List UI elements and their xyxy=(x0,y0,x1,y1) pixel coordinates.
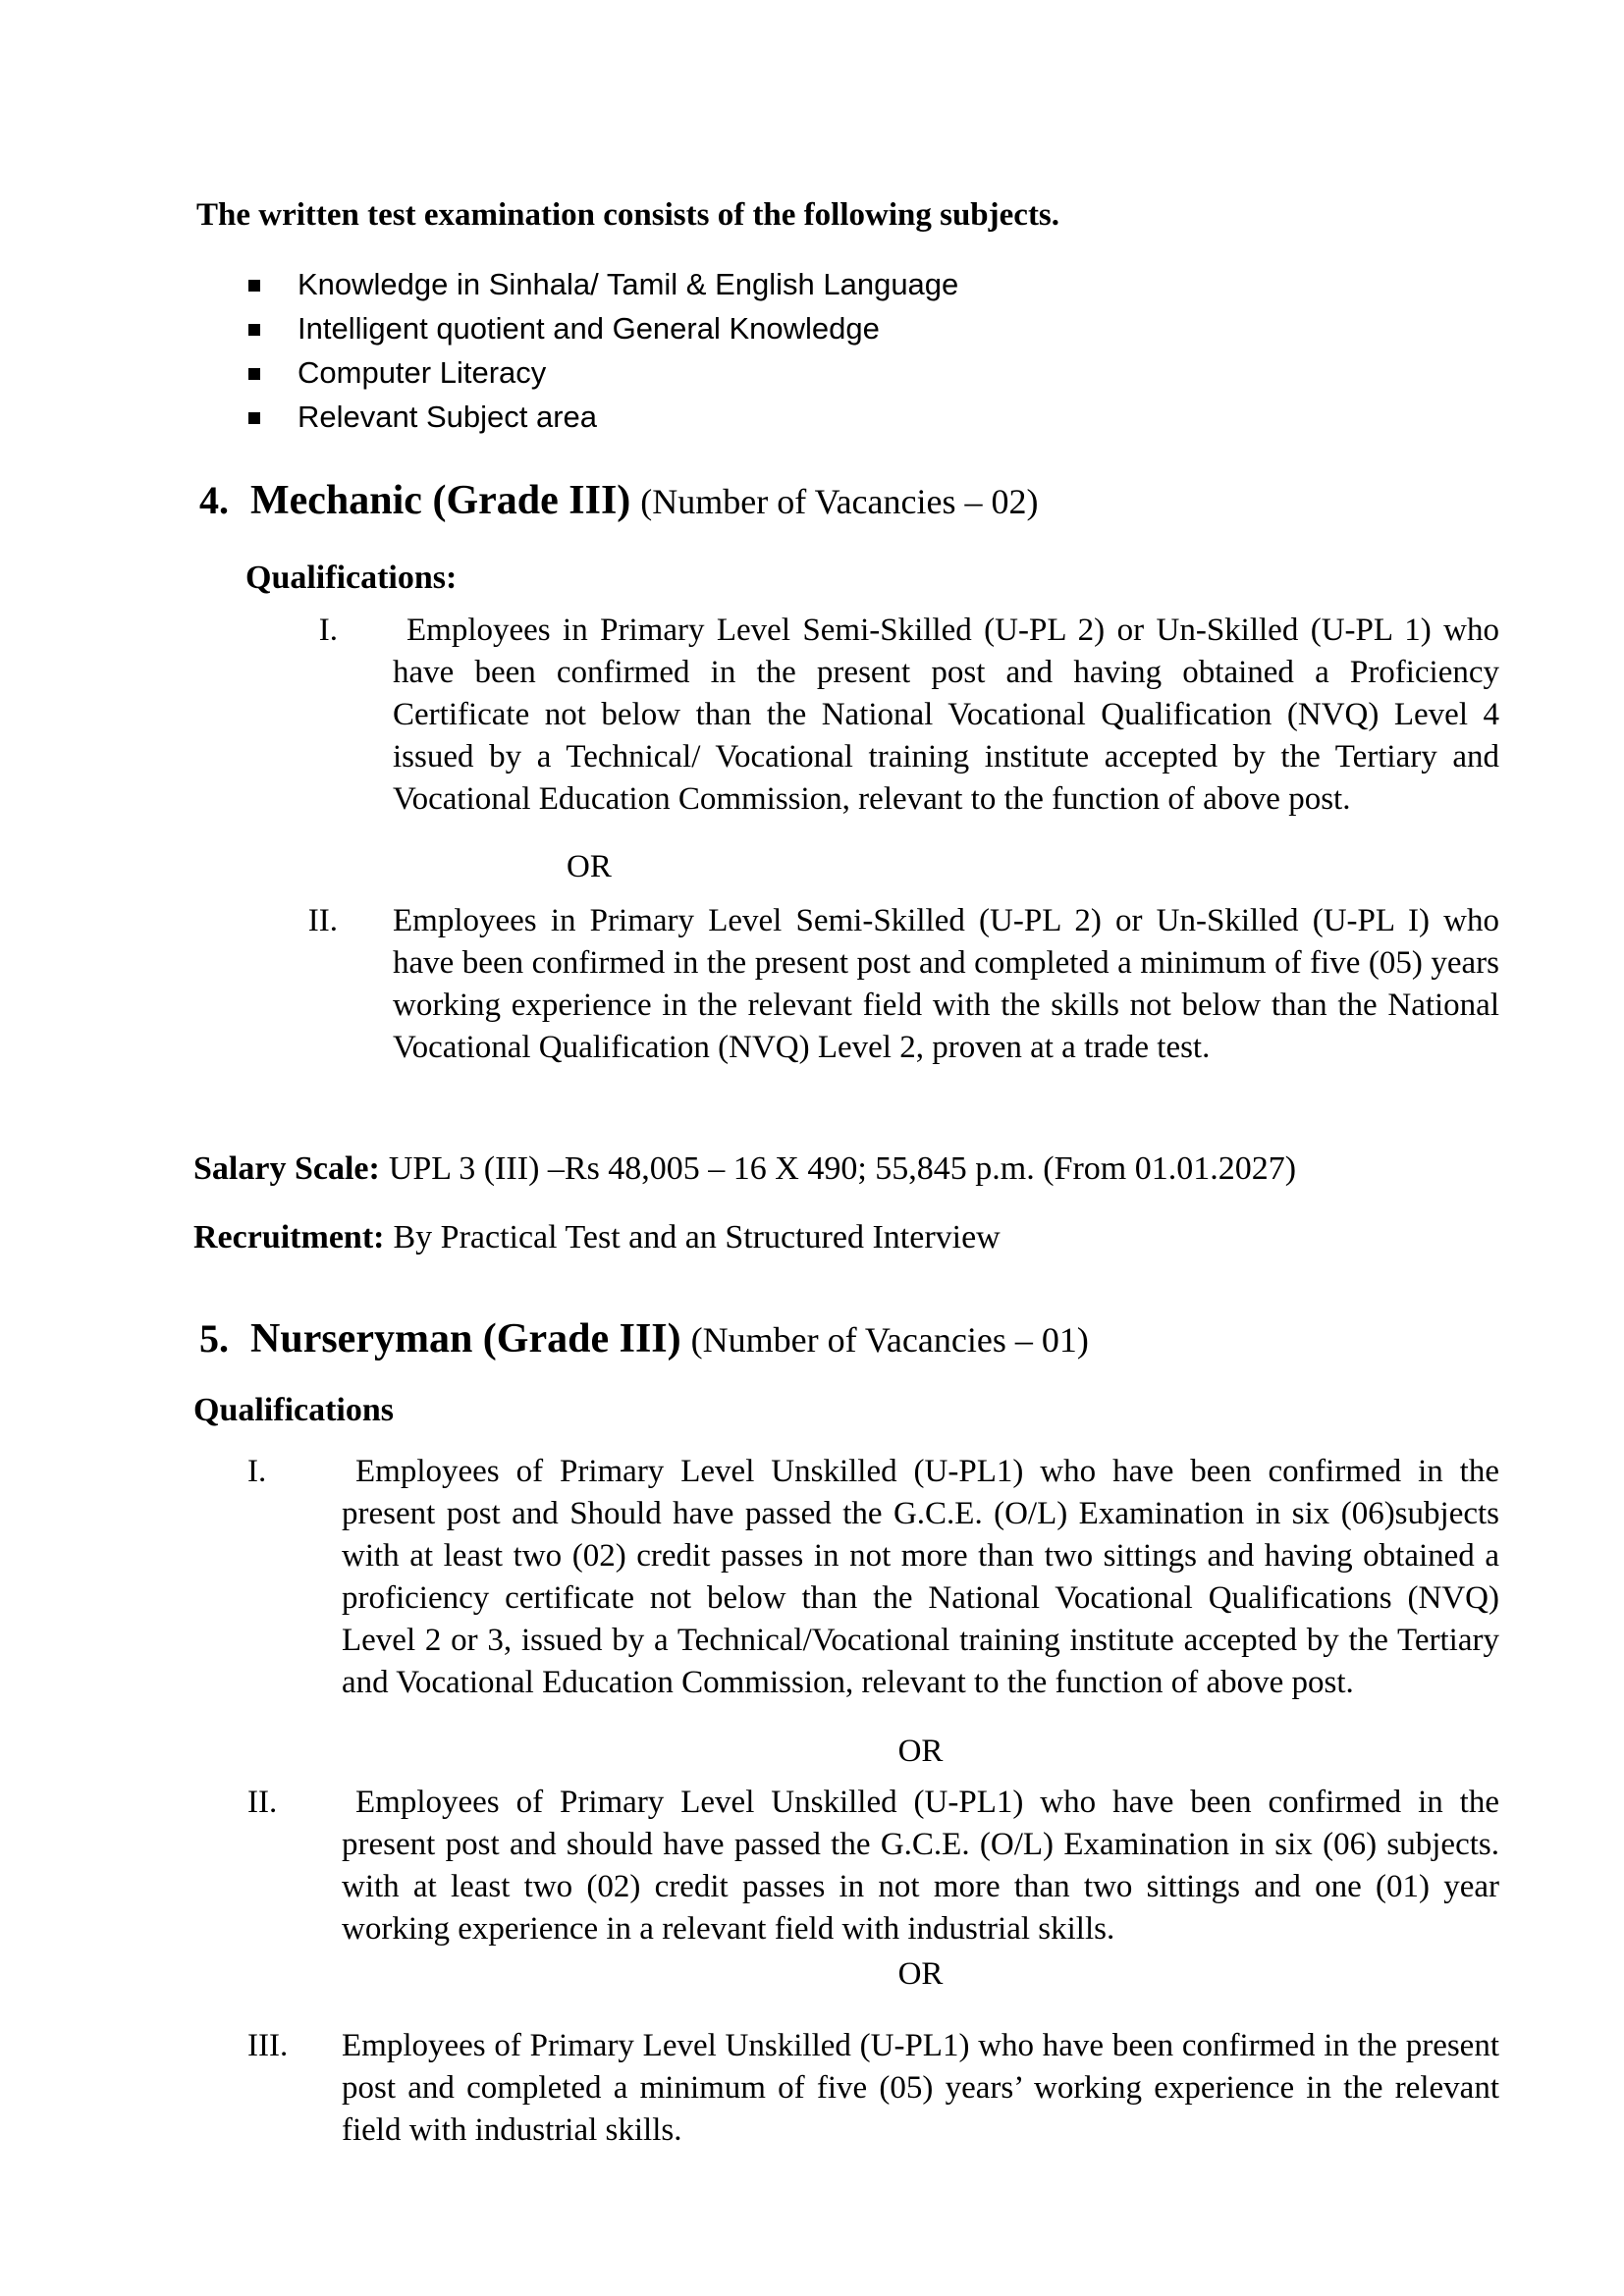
salary-scale-value: UPL 3 (III) –Rs 48,005 – 16 X 490; 55,845 p.m. (From 01.01.2027) xyxy=(388,1150,1297,1187)
or-separator: OR xyxy=(897,1734,944,1769)
vacancies-note: (Number of Vacancies – 02) xyxy=(640,482,1039,521)
qualification-item xyxy=(247,1451,1499,1704)
item-text: Employees of Primary Level Unskilled (U-PL1) who have been confirmed in the present post and should have passed the G.C.E. (O/L) Examination in six (06) subjects. with at least two (02) credit passes in not more than two sittings and one (01) year working experience in a relevant field with industrial skills. xyxy=(342,1785,1499,1947)
recruitment-value: By Practical Test and an Structured Interview xyxy=(393,1219,1001,1255)
item-numeral: I. xyxy=(318,613,338,648)
section-title: Nurseryman (Grade III) xyxy=(250,1316,681,1362)
square-bullet-icon xyxy=(248,324,260,336)
item-numeral: II. xyxy=(307,903,338,938)
qualification-item xyxy=(298,610,1499,821)
item-text: Employees of Primary Level Unskilled (U-PL1) who have been confirmed in the present post and completed a minimum of five (05) years’ working experience in the relevant field with industrial skills. xyxy=(342,2028,1499,2148)
square-bullet-icon xyxy=(248,412,260,424)
item-numeral: I. xyxy=(247,1454,267,1489)
or-separator: OR xyxy=(567,849,612,884)
qualification-item xyxy=(247,2025,1499,2152)
written-test-heading: The written test examination consists of the following subjects. xyxy=(196,197,1060,233)
item-text: Employees of Primary Level Unskilled (U-PL1) who have been confirmed in the present post and Should have passed the G.C.E. (O/L) Examination in six (06)subjects with at least two (02) credit passes in not more than two sittings and having obtained a proficiency certificate not below than the National Vocational Qualifications (NVQ) Level 2 or 3, issued by a Technical/Vocational training institute accepted by the Tertiary and Vocational Education Commission, relevant to the function of above post. xyxy=(342,1454,1499,1700)
list-item xyxy=(248,395,1499,439)
list-item xyxy=(248,262,1499,306)
item-text: Employees in Primary Level Semi-Skilled (U-PL 2) or Un-Skilled (U-PL I) who have been confirmed in the present post and completed a minimum of five (05) years working experience in the relevant field with the skills not below than the National Vocational Qualification (NVQ) Level 2, proven at a trade test. xyxy=(393,903,1499,1065)
qualifications-label: Qualifications xyxy=(193,1392,395,1428)
subject-label: Relevant Subject area xyxy=(298,399,598,434)
or-separator: OR xyxy=(897,1956,944,1992)
subject-label: Computer Literacy xyxy=(298,354,547,390)
section-number: 4. xyxy=(199,478,229,522)
item-numeral: III. xyxy=(247,2028,289,2063)
recruitment-label: Recruitment: xyxy=(193,1219,385,1255)
square-bullet-icon xyxy=(248,368,260,380)
recruitment-line xyxy=(193,1216,1499,1258)
section-heading-mechanic xyxy=(199,473,1499,537)
qualification-item xyxy=(247,1782,1499,1950)
section-title: Mechanic (Grade III) xyxy=(250,478,631,523)
section-number: 5. xyxy=(199,1316,229,1361)
square-bullet-icon xyxy=(248,280,260,292)
item-numeral: II. xyxy=(247,1785,278,1820)
list-item xyxy=(248,350,1499,395)
vacancies-note: (Number of Vacancies – 01) xyxy=(690,1320,1089,1360)
subject-label: Intelligent quotient and General Knowledge xyxy=(298,310,880,346)
salary-scale-label: Salary Scale: xyxy=(193,1150,380,1187)
subject-list xyxy=(193,262,1499,439)
section-heading-nurseryman xyxy=(199,1311,1499,1375)
salary-scale-line xyxy=(193,1148,1499,1190)
item-text: Employees in Primary Level Semi-Skilled (U-PL 2) or Un-Skilled (U-PL 1) who have been confirmed in the present post and having obtained a Proficiency Certificate not below than the National Vocational Qualification (NVQ) Level 4 issued by a Technical/ Vocational training institute accepted by the Tertiary and Vocational Education Commission, relevant to the function of above post. xyxy=(393,613,1499,817)
list-item xyxy=(248,306,1499,350)
qualifications-label: Qualifications: xyxy=(245,560,458,596)
qualification-item xyxy=(298,900,1499,1069)
subject-label: Knowledge in Sinhala/ Tamil & English Language xyxy=(298,266,959,301)
